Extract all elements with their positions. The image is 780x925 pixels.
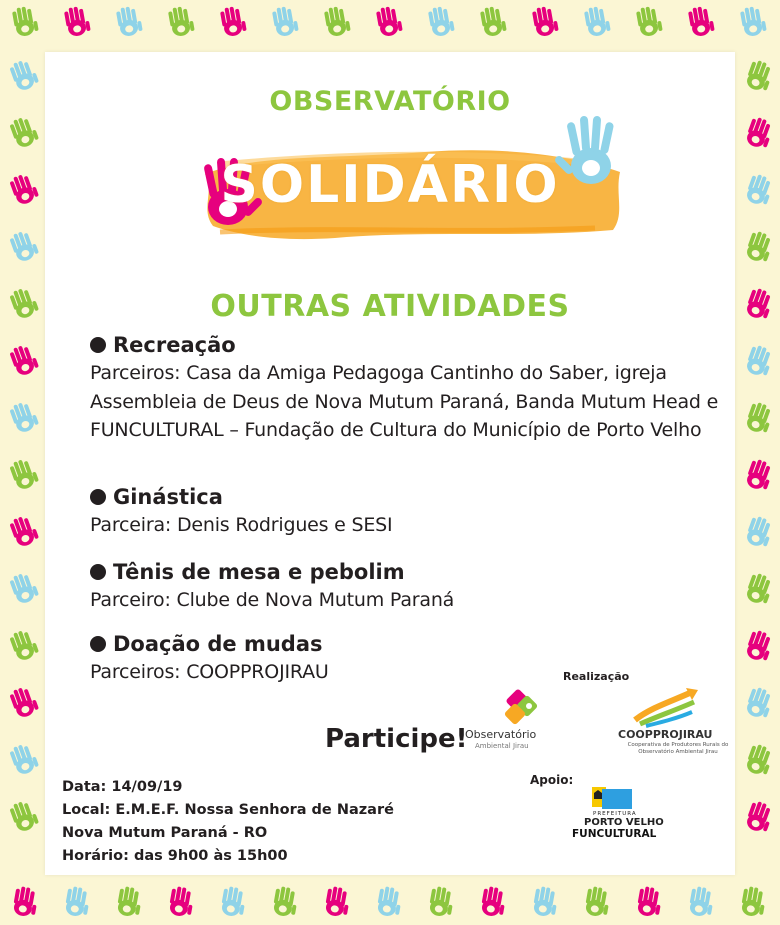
handprint-icon <box>266 4 302 40</box>
activity-recreacao <box>90 331 730 445</box>
handprint-icon <box>740 457 776 493</box>
handprint-icon <box>58 884 94 920</box>
activity-title: Ginástica <box>113 485 223 509</box>
handprint-icon <box>6 4 42 40</box>
funcultural-label: FUNCULTURAL <box>572 828 657 840</box>
handprint-icon <box>214 4 250 40</box>
handprint-icon <box>5 229 41 265</box>
activity-details: Parceiros: Casa da Amiga Pedagoga Cantinho do Saber, igreja Assembleia de Deus de Nova Mutum Paraná, Banda Mutum Head e FUNCULTURAL – Fundação de Cultura do Município de Porto Velho <box>90 362 719 442</box>
activity-title: Doação de mudas <box>113 632 323 656</box>
event-time: Horário: das 9h00 às 15h00 <box>62 848 288 864</box>
bullet-icon <box>90 337 106 353</box>
activity-doacao <box>90 630 730 687</box>
handprint-icon <box>5 115 41 151</box>
apoio-label: Apoio: <box>530 773 574 787</box>
handprint-icon <box>318 884 354 920</box>
event-date: Data: 14/09/19 <box>62 779 183 795</box>
handprint-icon <box>578 4 614 40</box>
handprint-icon <box>162 4 198 40</box>
observatorio-name: Observatório <box>465 728 537 741</box>
handprint-icon <box>5 400 41 436</box>
handprint-icon <box>6 884 42 920</box>
activity-title: Tênis de mesa e pebolim <box>113 560 405 584</box>
handprint-icon <box>740 115 776 151</box>
bullet-icon <box>90 564 106 580</box>
handprint-icon <box>682 4 718 40</box>
handprint-icon <box>5 286 41 322</box>
title-solidario: SOLIDÁRIO <box>220 155 560 215</box>
prefeitura-label: PREFEITURA <box>593 811 637 817</box>
handprint-icon <box>5 343 41 379</box>
activity-details: Parceiros: COOPPROJIRAU <box>90 661 329 683</box>
handprint-icon <box>110 884 146 920</box>
handprint-icon <box>740 58 776 94</box>
handprint-icon <box>630 884 666 920</box>
handprint-icon <box>5 58 41 94</box>
handprint-icon <box>740 514 776 550</box>
handprint-icon <box>370 4 406 40</box>
handprint-icon <box>740 343 776 379</box>
handprint-icon <box>526 4 562 40</box>
activity-details: Parceiro: Clube de Nova Mutum Paraná <box>90 589 455 611</box>
handprint-icon <box>740 172 776 208</box>
title-observatorio: OBSERVATÓRIO <box>269 86 511 117</box>
handprint-icon <box>5 685 41 721</box>
bullet-icon <box>90 636 106 652</box>
observatorio-logo-icon <box>469 682 564 772</box>
handprint-icon <box>5 457 41 493</box>
porto-velho-logo-icon <box>588 787 634 811</box>
observatorio-sub: Ambiental Jirau <box>475 742 529 750</box>
handprint-icon <box>5 742 41 778</box>
event-location: Local: E.M.E.F. Nossa Senhora de Nazaré <box>62 802 394 818</box>
handprint-icon <box>58 4 94 40</box>
handprint-icon <box>740 685 776 721</box>
handprint-icon <box>214 884 250 920</box>
handprint-icon <box>5 571 41 607</box>
event-details <box>62 776 394 868</box>
handprint-icon <box>740 400 776 436</box>
participe-text: Participe! <box>325 724 468 754</box>
subtitle-outras-atividades: OUTRAS ATIVIDADES <box>210 289 570 324</box>
handprint-icon <box>370 884 406 920</box>
coopprojirau-sub: Cooperativa de Produtores Rurais do Observatório Ambiental Jirau <box>627 742 729 755</box>
coopprojirau-name: COOPPROJIRAU <box>618 728 713 741</box>
handprint-icon <box>5 799 41 835</box>
handprint-icon <box>740 742 776 778</box>
handprint-icon <box>526 884 562 920</box>
coopprojirau-logo-icon <box>630 688 700 728</box>
handprint-icon <box>734 4 770 40</box>
activity-details: Parceira: Denis Rodrigues e SESI <box>90 514 393 536</box>
activity-title: Recreação <box>113 333 236 357</box>
handprint-icon <box>740 628 776 664</box>
activity-tenis <box>90 558 730 615</box>
handprint-icon <box>740 229 776 265</box>
handprint-icon <box>162 884 198 920</box>
handprint-icon <box>630 4 666 40</box>
poster-card <box>45 52 735 875</box>
activity-ginastica <box>90 483 730 540</box>
handprint-icon <box>578 884 614 920</box>
bullet-icon <box>90 489 106 505</box>
handprint-icon <box>740 571 776 607</box>
handprint-icon <box>474 884 510 920</box>
handprint-icon <box>422 4 458 40</box>
handprint-icon <box>740 799 776 835</box>
event-city: Nova Mutum Paraná - RO <box>62 825 268 841</box>
handprint-icon <box>474 4 510 40</box>
handprint-icon <box>110 4 146 40</box>
handprint-icon <box>734 884 770 920</box>
handprint-icon <box>318 4 354 40</box>
handprint-icon <box>266 884 302 920</box>
handprint-icon <box>5 172 41 208</box>
handprint-icon <box>5 514 41 550</box>
handprint-icon <box>422 884 458 920</box>
handprint-icon <box>5 628 41 664</box>
handprint-icon <box>740 286 776 322</box>
handprint-icon <box>682 884 718 920</box>
porto-velho-label: PORTO VELHO <box>584 817 664 828</box>
realizacao-label: Realização <box>563 670 630 683</box>
